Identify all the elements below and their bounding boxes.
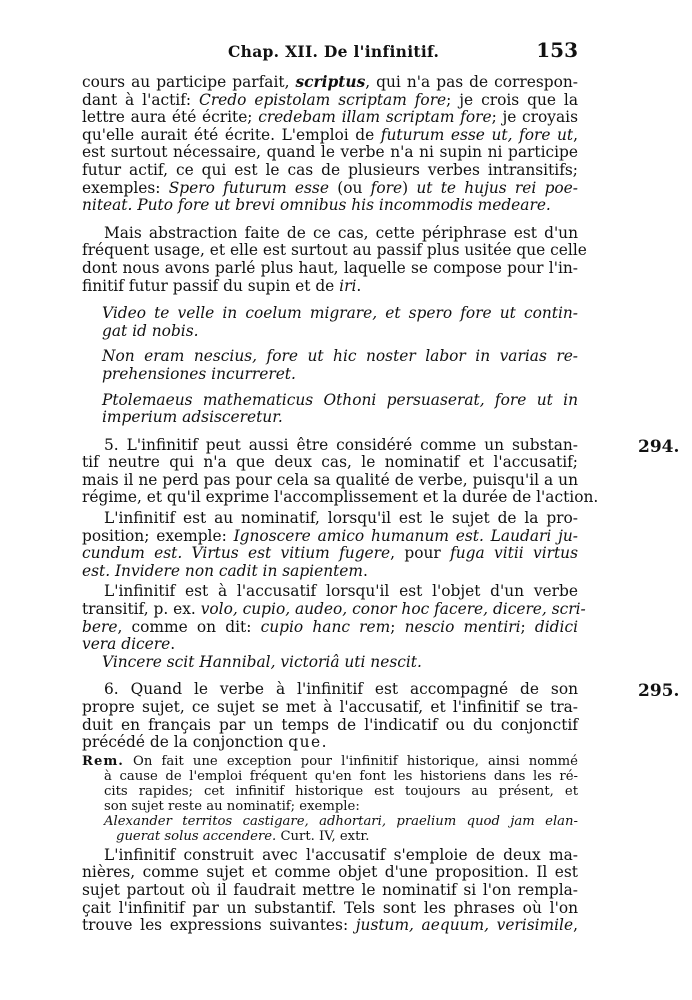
chapter-title: Chap. XII. De l'infinitif. xyxy=(228,42,440,61)
text-line: exemples: Spero futurum esse (ou fore) ut te hujus rei poe- xyxy=(82,178,578,197)
text-line: dont nous avons parlé plus haut, laquelle se compose pour l'in- xyxy=(82,258,578,277)
text-line: mais il ne perd pas pour cela sa qualité de verbe, puisqu'il a un xyxy=(82,470,578,489)
quote-line: Alexander territos castigare, adhortari, praelium quod jam elan- xyxy=(104,813,578,829)
page-number: 153 xyxy=(536,38,578,62)
margin-number: 294. xyxy=(638,436,680,457)
text-line: à cause de l'emploi fréquent qu'en font les historiens dans les ré- xyxy=(104,768,578,784)
text-line: son sujet reste au nominatif; exemple: xyxy=(104,798,360,814)
remark-block xyxy=(82,754,578,844)
paragraph-periphrase xyxy=(82,223,587,295)
text-line: est surtout nécessaire, quand le verbe n'a ni supin ni participe xyxy=(82,143,578,162)
text-line: trouve les expressions suivantes: justum, aequum, verisimile, xyxy=(82,916,578,935)
text-line: régime, et qu'il exprime l'accomplissement et la durée de l'action. xyxy=(82,488,599,507)
text-line: sujet partout où il faudrait mettre le nominatif si l'on rempla- xyxy=(82,880,578,899)
text-line: est. Invidere non cadit in sapientem. xyxy=(82,561,368,580)
text-line: nières, comme sujet et comme objet d'une proposition. Il est xyxy=(82,863,578,882)
quote-line: Video te velle in coelum migrare, et spero fore ut contin- xyxy=(102,304,578,323)
paragraph-construction xyxy=(82,847,578,935)
text-line: précédé de la conjonction que. xyxy=(82,733,327,752)
text-line: tif neutre qui n'a que deux cas, le nominatif et l'accusatif; xyxy=(82,453,578,472)
text-line: propre sujet, ce sujet se met à l'accusatif, et l'infinitif se tra- xyxy=(82,698,578,716)
quote-line: guerat solus accendere. Curt. IV, extr. xyxy=(116,828,370,844)
text-line: L'infinitif est à l'accusatif lorsqu'il est l'objet d'un verbe xyxy=(104,582,578,601)
text-line: fréquent usage, et elle est surtout au passif plus usitée que celle xyxy=(82,241,587,260)
quote-line: imperium adsisceretur. xyxy=(102,408,283,427)
section-295 xyxy=(82,680,680,752)
quote-line: prehensiones incurreret. xyxy=(102,364,296,383)
text-line: bere, comme on dit: cupio hanc rem; nescio mentiri; didici xyxy=(82,617,578,636)
text-line: 5. L'infinitif peut aussi être considéré comme un substan- xyxy=(104,435,578,454)
paragraph-nominatif xyxy=(82,510,578,580)
text-line: Rem. On fait une exception pour l'infinitif historique, ainsi nommé xyxy=(82,753,578,769)
paragraph-accusatif xyxy=(82,582,586,671)
text-line: position; exemple: Ignoscere amico humanum est. Laudari ju- xyxy=(82,526,578,545)
text-line: qu'elle aurait été écrite. L'emploi de futurum esse ut, fore ut, xyxy=(82,125,578,144)
text-line: çait l'infinitif par un substantif. Tels sont les phrases où l'on xyxy=(82,898,578,917)
text-line: futur actif, ce qui est le cas de plusieurs verbes intransitifs; xyxy=(82,160,578,179)
text-line: finitif futur passif du supin et de iri. xyxy=(82,276,362,295)
margin-number: 295. xyxy=(638,681,680,702)
example-quotes xyxy=(82,305,578,427)
text-line: cits rapides; cet infinitif historique est toujours au présent, et xyxy=(104,783,578,799)
text-line: duit en français par un temps de l'indicatif ou du conjonctif xyxy=(82,715,578,734)
quote-line: Ptolemaeus mathematicus Othoni persuaserat, fore ut in xyxy=(102,390,578,409)
quote-line: gat id nobis. xyxy=(102,321,199,340)
quote-line: Non eram nescius, fore ut hic noster labor in varias re- xyxy=(102,347,578,366)
text-line: dant à l'actif: Credo epistolam scriptam fore; je crois que la xyxy=(82,90,579,109)
text-line: vera dicere. xyxy=(82,635,176,654)
quote-line: Vincere scit Hannibal, victoriâ uti nescit. xyxy=(102,652,422,671)
paragraph-fore-ut xyxy=(82,74,578,215)
text-line: L'infinitif est au nominatif, lorsqu'il est le sujet de la pro- xyxy=(104,509,578,528)
remark-label: Rem. xyxy=(82,753,124,769)
text-line: 6. Quand le verbe à l'infinitif est accompagné de son xyxy=(104,680,578,699)
text-line: lettre aura été écrite; credebam illam scriptam fore; je croyais xyxy=(82,108,578,127)
text-line: cundum est. Virtus est vitium fugere, pour fuga vitii virtus xyxy=(82,544,578,563)
text-line: Mais abstraction faite de ce cas, cette périphrase est d'un xyxy=(104,223,578,242)
text-line: transitif, p. ex. volo, cupio, audeo, conor hoc facere, dicere, scri- xyxy=(82,600,586,619)
text-line: cours au participe parfait, scriptus, qui n'a pas de correspon- xyxy=(82,73,578,91)
text-line: niteat. Puto fore ut brevi omnibus his incommodis medeare. xyxy=(82,196,551,215)
text-line: L'infinitif construit avec l'accusatif s'emploie de deux ma- xyxy=(104,845,578,864)
running-header xyxy=(0,38,692,64)
body-text xyxy=(82,73,680,935)
section-294 xyxy=(82,435,680,507)
